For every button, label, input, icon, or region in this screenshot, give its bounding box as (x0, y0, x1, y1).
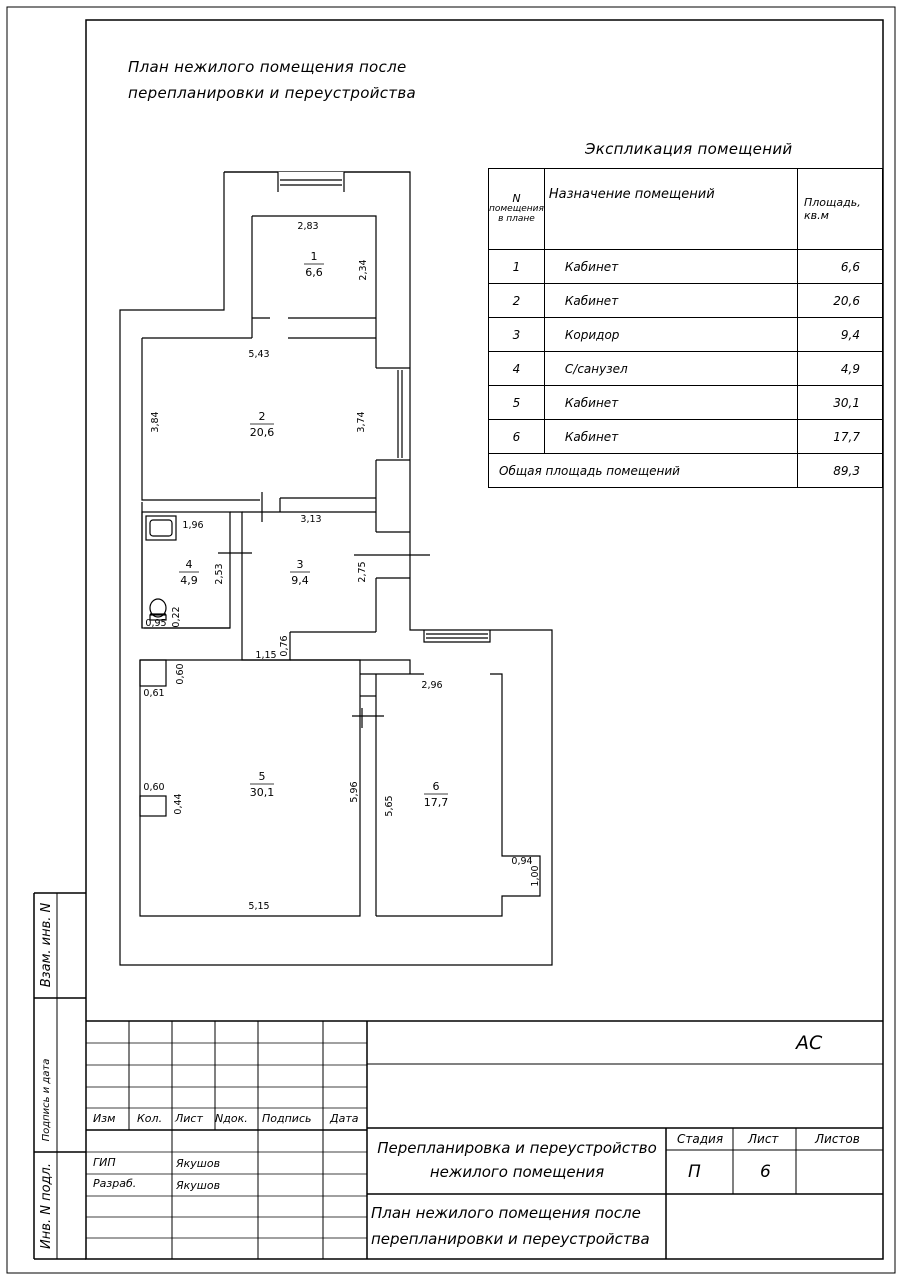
header-n-line-3: в плане (498, 214, 535, 224)
dim-r4-right: 2,53 (214, 563, 225, 585)
explication-total-row (489, 454, 883, 488)
header-n-line-2: помещения (489, 204, 544, 214)
room-6-area: 17,7 (423, 796, 449, 809)
room-5-number: 5 (258, 770, 266, 783)
room-5-area: 30,1 (249, 786, 275, 799)
dim-r5-niche-w: 0,60 (143, 782, 165, 793)
row-n: 2 (489, 284, 545, 318)
header-name: Назначение помещений (544, 169, 797, 250)
dim-r4-small: 0,22 (171, 606, 182, 628)
col-izm: Изм (93, 1112, 116, 1125)
room-2-number: 2 (258, 410, 266, 423)
sheet-label: Лист (748, 1132, 779, 1146)
row-name: Кабинет (544, 386, 797, 420)
row-name: С/санузел (544, 352, 797, 386)
gip-name: Якушов (176, 1157, 221, 1170)
room-6-number: 6 (432, 780, 440, 793)
room-4-area: 4,9 (180, 574, 198, 587)
dim-r6-corner-h: 1,00 (530, 865, 541, 887)
total-label: Общая площадь помещений (489, 454, 798, 488)
row-n: 3 (489, 318, 545, 352)
gip-role: ГИП (93, 1156, 116, 1169)
col-kol: Кол. (137, 1112, 163, 1125)
drawing-name-line-2: перепланировки и переустройства (371, 1230, 650, 1248)
razrab-role: Разраб. (93, 1177, 137, 1190)
room-4-number: 4 (185, 558, 193, 571)
side-labels (39, 902, 54, 1248)
dim-r6-left: 5,65 (384, 795, 395, 817)
room-1-number: 1 (310, 250, 318, 263)
row-area: 6,6 (798, 250, 883, 284)
stage-label: Стадия (677, 1132, 724, 1146)
dim-r3-right: 2,75 (357, 561, 368, 583)
row-n: 5 (489, 386, 545, 420)
row-n: 1 (489, 250, 545, 284)
total-area: 89,3 (798, 454, 883, 488)
dim-r2-right: 3,74 (356, 411, 367, 433)
dim-r4-bottom: 0,95 (145, 618, 167, 629)
table-row (489, 318, 883, 352)
table-row (489, 386, 883, 420)
sheet-title (128, 54, 416, 106)
dim-r1-height: 2,34 (358, 259, 369, 281)
row-n: 6 (489, 420, 545, 454)
sheet-title-line-1: План нежилого помещения после (128, 58, 407, 76)
col-ndok: Nдок. (215, 1112, 248, 1125)
row-area: 4,9 (798, 352, 883, 386)
row-area: 20,6 (798, 284, 883, 318)
project-code: АС (796, 1032, 823, 1054)
explication-table (488, 168, 883, 488)
side-label-inv: Инв. N подл. (39, 1163, 54, 1249)
dim-r2-left: 3,84 (150, 411, 161, 433)
table-row (489, 284, 883, 318)
dim-r5-right: 5,96 (349, 781, 360, 803)
dim-r5-niche-h: 0,44 (173, 793, 184, 815)
dim-r4-top: 1,96 (182, 520, 204, 531)
header-area-line-2: кв.м (804, 209, 829, 222)
table-row (489, 352, 883, 386)
project-name-line-2: нежилого помещения (429, 1163, 605, 1181)
razrab-name: Якушов (176, 1179, 221, 1192)
room-1-area: 6,6 (305, 266, 323, 279)
drawing-name-line-1: План нежилого помещения после (371, 1204, 641, 1222)
row-area: 30,1 (798, 386, 883, 420)
explication-header-row (489, 169, 883, 250)
side-label-podpis: Подпись и дата (41, 1058, 52, 1142)
col-podpis: Подпись (262, 1112, 312, 1125)
plan-labels (143, 221, 541, 912)
row-area: 17,7 (798, 420, 883, 454)
dim-r6-top: 2,96 (421, 680, 443, 691)
dim-r1-width: 2,83 (297, 221, 319, 232)
sheets-label: Листов (815, 1132, 860, 1146)
col-list: Лист (175, 1112, 203, 1125)
dim-r5-bottom: 5,15 (248, 901, 270, 912)
dim-r5-corner-h: 0,60 (175, 663, 186, 685)
dim-r5-corner-w: 0,61 (143, 688, 165, 699)
row-name: Кабинет (544, 284, 797, 318)
dim-r3-top: 3,13 (300, 514, 322, 525)
row-area: 9,4 (798, 318, 883, 352)
col-data: Дата (330, 1112, 359, 1125)
sheet-title-line-2: перепланировки и переустройства (128, 84, 416, 102)
table-row (489, 420, 883, 454)
dim-r3-bottom: 1,15 (255, 650, 277, 661)
project-name-line-1: Перепланировка и переустройство (377, 1139, 657, 1157)
row-name: Кабинет (544, 250, 797, 284)
dim-r2-width: 5,43 (248, 349, 270, 360)
row-n: 4 (489, 352, 545, 386)
header-n (489, 169, 545, 250)
header-area-line-1: Площадь, (804, 196, 861, 209)
room-3-number: 3 (296, 558, 304, 571)
side-label-vzam: Взам. инв. N (39, 902, 54, 988)
dim-r6-corner-w: 0,94 (511, 856, 533, 867)
header-n-line-1: N (512, 192, 521, 205)
drawing-name (371, 1200, 650, 1252)
project-name (370, 1136, 664, 1184)
row-name: Кабинет (544, 420, 797, 454)
room-2-area: 20,6 (249, 426, 275, 439)
explication-title: Экспликация помещений (585, 140, 793, 158)
table-row (489, 250, 883, 284)
header-area (798, 169, 883, 250)
row-name: Коридор (544, 318, 797, 352)
dim-r3-step: 0,76 (279, 635, 290, 657)
room-3-area: 9,4 (291, 574, 309, 587)
sheet-value: 6 (760, 1162, 771, 1182)
stage-value: П (688, 1162, 701, 1182)
